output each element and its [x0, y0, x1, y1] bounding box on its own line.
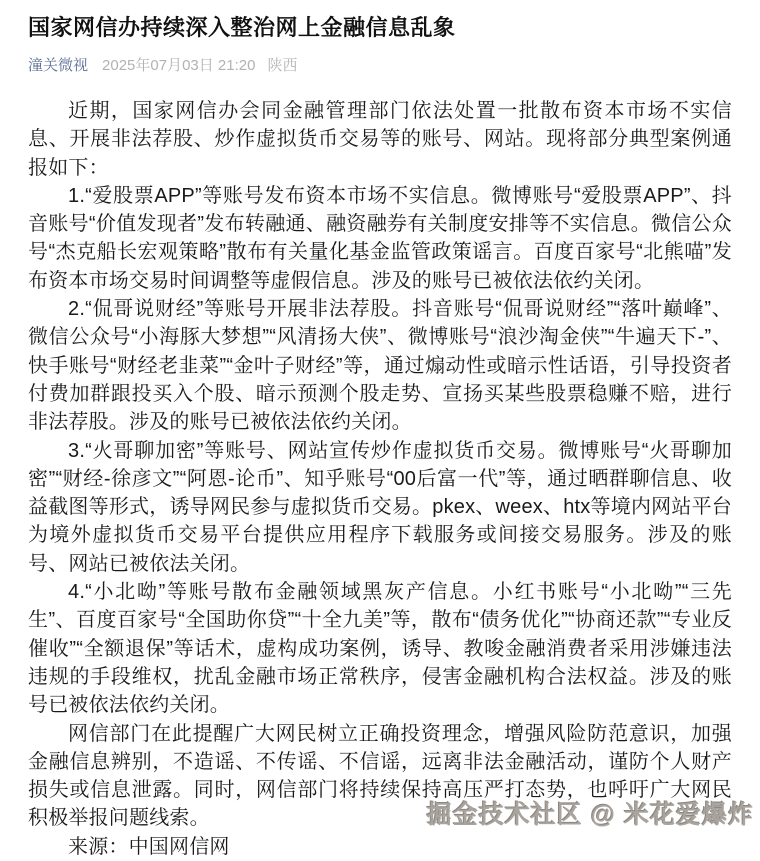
publish-datetime: 2025年07月03日 21:20 — [102, 57, 256, 74]
publish-location: 陕西 — [267, 57, 298, 74]
source-attribution: 来源：中国网信网 — [68, 835, 230, 858]
watermark-text: 掘金技术社区 @ 米花爱爆炸 — [426, 801, 754, 829]
publisher-name-link[interactable]: 潼关微视 — [28, 57, 89, 74]
paragraph-case-4: 4.“小北呦”等账号散布金融领域黑灰产信息。小红书账号“小北呦”“三先生”、百度百家号“全国助你贷”“十全九美”等，散布“债务优化”“协商还款”“专业反催收”“全额退保”等话术，虚构成功案例，诱导、教唆金融消费者采用涉嫌违法违规的手段维权，扰乱金融市场正常秩序，侵害金融机构合法权益。涉及的账号已被依法依约关闭。 — [28, 581, 732, 717]
paragraph-intro: 近期，国家网信办会同金融管理部门依法处置一批散布资本市场不实信息、开展非法荐股、炒作虚拟货币交易等的账号、网站。现将部分典型案例通报如下： — [28, 100, 732, 179]
paragraph-case-1: 1.“爱股票APP”等账号发布资本市场不实信息。微博账号“爱股票APP”、抖音账号“价值发现者”发布转融通、融资融券有关制度安排等不实信息。微信公众号“杰克船长宏观策略”散布有关量化基金监管政策谣言。百度百家号“北熊喵”发布资本市场交易时间调整等虚假信息。涉及的账号已被依法依约关闭。 — [28, 184, 732, 292]
byline — [28, 56, 732, 76]
paragraph-reminder: 网信部门在此提醒广大网民树立正确投资理念，增强风险防范意识，加强金融信息辨别，不造谣、不传谣、不信谣，远离非法金融活动，谨防个人财产损失或信息泄露。同时，网信部门将持续保持高压严打态势，也呼吁广大网民积极举报问题线索。 — [28, 722, 732, 830]
paragraph-case-3: 3.“火哥聊加密”等账号、网站宣传炒作虚拟货币交易。微博账号“火哥聊加密”“财经-徐彦文”“阿恩-论币”、知乎账号“00后富一代”等，通过晒群聊信息、收益截图等形式，诱导网民参与虚拟货币交易。pkex、weex、htx等境内网站平台为境外虚拟货币交易平台提供应用程序下载服务或间接交易服务。涉及的账号、网站已被依法关闭。 — [28, 439, 732, 575]
article-body — [28, 97, 732, 861]
paragraph-case-2: 2.“侃哥说财经”等账号开展非法荐股。抖音账号“侃哥说财经”“落叶巅峰”、微信公众号“小海豚大梦想”“风清扬大侠”、微博账号“浪沙淘金侠”“牛遍天下-”、快手账号“财经老韭菜”“金叶子财经”等，通过煽动性或暗示性话语，引导投资者付费加群跟投买入个股、暗示预测个股走势、宣扬买某些股票稳赚不赔，进行非法荐股。涉及的账号已被依法依约关闭。 — [28, 298, 732, 434]
article-title: 国家网信办持续深入整治网上金融信息乱象 — [28, 15, 456, 40]
